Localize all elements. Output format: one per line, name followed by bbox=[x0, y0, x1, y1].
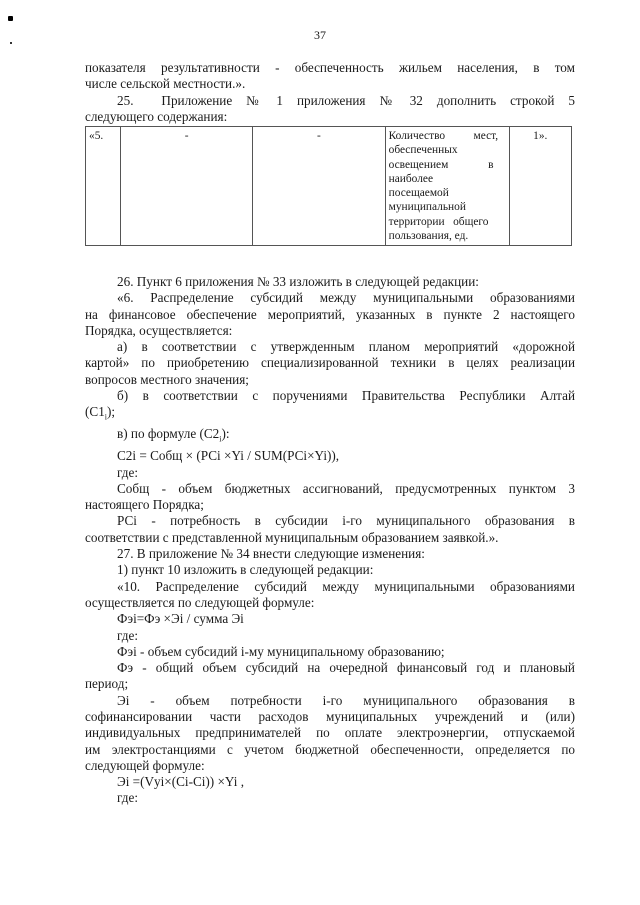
text-line: Порядка, осуществляется: bbox=[85, 322, 233, 338]
table-row bbox=[86, 127, 572, 246]
text-line: показателя результативности - обеспеченность жильем населения, в том bbox=[85, 60, 575, 75]
row-number-cell: «5. bbox=[86, 127, 121, 246]
text-line: где: bbox=[117, 627, 138, 643]
formula: Эi =(Vуi×(Сi-Сi)) ×Yi , bbox=[117, 774, 244, 790]
text-line: «6. Распределение субсидий между муниципальными образованиями bbox=[117, 290, 575, 306]
text-line: б) в соответствии с поручениями Правительства Республики Алтай bbox=[117, 388, 575, 404]
text-line: числе сельской местности.». bbox=[85, 76, 246, 92]
cell-line: обеспеченных bbox=[388, 144, 458, 157]
text-fragment: (С1 bbox=[85, 404, 105, 420]
text-fragment: в) по формуле (С2 bbox=[117, 426, 220, 442]
text-line: Эi - объем потребности i-го муниципального образования в bbox=[117, 692, 575, 708]
subscript: i bbox=[104, 413, 108, 423]
item-26: 26. Пункт 6 приложения № 33 изложить в следующей редакции: bbox=[117, 274, 479, 289]
text-line: Собщ - объем бюджетных ассигнований, предусмотренных пунктом 3 bbox=[117, 480, 575, 496]
text-line: следующей формуле: bbox=[85, 757, 205, 773]
item-25: 25. Приложение № 1 приложения № 32 дополнить строкой 5 bbox=[117, 92, 575, 108]
formula: С2i = Собщ × (РСi ×Yi / SUM(РСi×Yi)), bbox=[117, 448, 340, 464]
text-line bbox=[85, 426, 575, 448]
text-line: вопросов местного значения; bbox=[85, 371, 249, 387]
text-line: Фэi - объем субсидий i-му муниципальному образованию; bbox=[117, 643, 445, 659]
cell-line: территории общего bbox=[388, 215, 489, 228]
text-fragment: ): bbox=[221, 426, 230, 442]
cell-line: пользования, ед. bbox=[388, 230, 469, 243]
cell-line: посещаемой bbox=[388, 187, 449, 200]
text-line: Фэ - общий объем субсидий на очередной финансовый год и плановый bbox=[117, 660, 575, 676]
text-line: софинансировании части расходов муниципальных учреждений и (или) bbox=[85, 709, 575, 724]
cell-line: муниципальной bbox=[388, 201, 466, 214]
cell-line: освещением в bbox=[388, 158, 494, 171]
text-line: осуществляется по следующей формуле: bbox=[85, 594, 315, 610]
text-line: настоящего Порядка; bbox=[85, 497, 204, 513]
table-cell: - bbox=[253, 127, 385, 246]
text-line: где: bbox=[117, 790, 138, 806]
cell-line: Количество мест, bbox=[388, 130, 499, 142]
text-line: «10. Распределение субсидий между муниципальными образованиями bbox=[117, 578, 575, 594]
value-cell: 1». bbox=[509, 127, 572, 246]
body-block bbox=[85, 274, 575, 807]
appendix-table-row bbox=[85, 126, 572, 246]
cell-line: наиболее bbox=[388, 172, 434, 185]
subscript: i bbox=[219, 434, 222, 444]
text-line: соответствии с представленной муниципальным образованием заявкой.». bbox=[85, 529, 499, 545]
intro-block bbox=[85, 60, 575, 125]
formula: Фэi=Фэ ×Эi / сумма Эi bbox=[117, 611, 244, 627]
text-line: индивидуальных предпринимателей по оплате электроэнергии, отпускаемой bbox=[85, 725, 575, 741]
text-line: 1) пункт 10 изложить в следующей редакции: bbox=[117, 562, 374, 578]
text-line: на финансовое обеспечение мероприятий, указанных в пункте 2 настоящего bbox=[85, 306, 575, 322]
text-line: где: bbox=[117, 464, 138, 480]
text-line: им электростанциями с учетом бюджетной обеспеченности, определяется по bbox=[85, 741, 575, 757]
text-line: а) в соответствии с утвержденным планом мероприятий «дорожной bbox=[117, 339, 575, 355]
text-line: картой» по приобретению специализированной техники в целях реализации bbox=[85, 355, 575, 371]
text-line bbox=[85, 404, 575, 426]
text-line: РСi - потребность в субсидии i-го муниципального образования в bbox=[117, 513, 575, 529]
text-line: следующего содержания: bbox=[85, 108, 228, 124]
table-cell: - bbox=[120, 127, 252, 246]
page-number: 37 bbox=[314, 28, 326, 42]
text-line: период; bbox=[85, 676, 129, 692]
scan-artifact bbox=[8, 16, 13, 21]
item-27: 27. В приложение № 34 внести следующие изменения: bbox=[117, 546, 425, 562]
indicator-cell bbox=[385, 127, 509, 246]
text-fragment: ); bbox=[107, 404, 116, 420]
